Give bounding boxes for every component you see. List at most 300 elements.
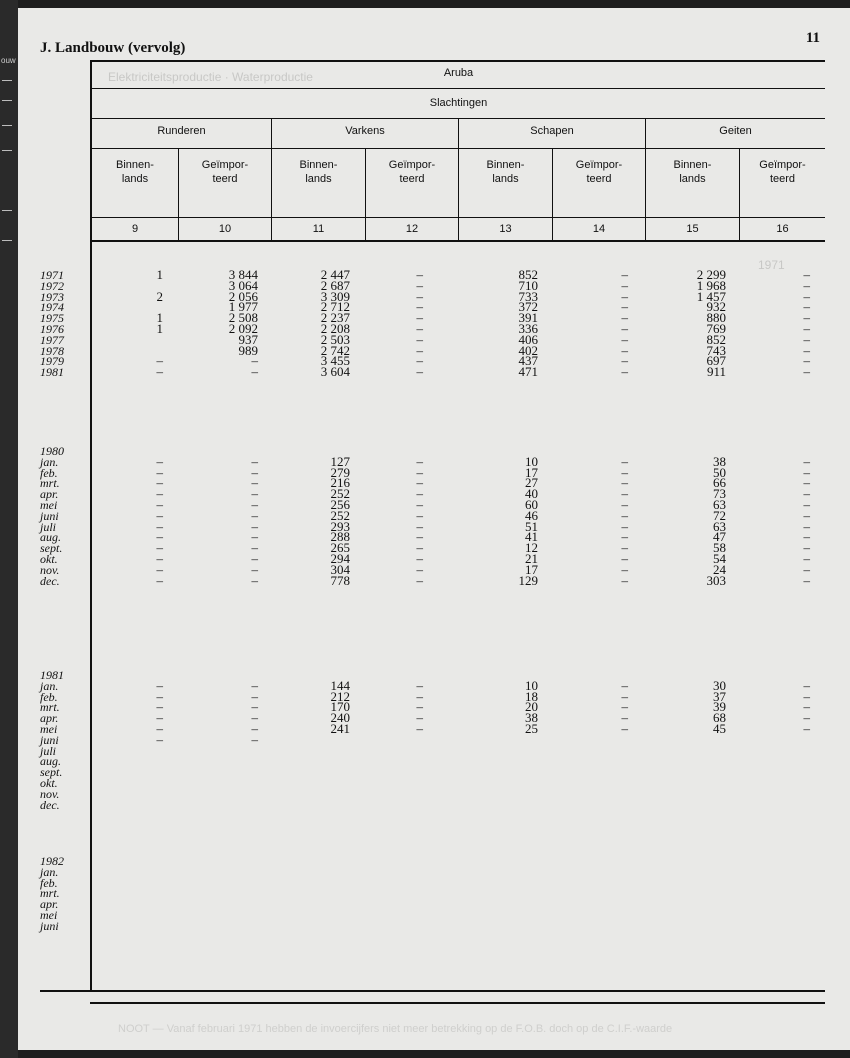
table-cell: –	[251, 550, 258, 566]
table-cell: 471	[518, 364, 538, 380]
table-cell: –	[621, 310, 628, 326]
column-header-5: Binnen- lands	[486, 159, 525, 185]
table-cell: 63	[713, 518, 726, 534]
table-cell: –	[251, 720, 258, 736]
table-cell: –	[416, 486, 423, 502]
row-label: feb.	[40, 875, 58, 890]
table-cell	[168, 789, 258, 800]
table-cell: 18	[525, 688, 538, 704]
table-cell: –	[621, 299, 628, 315]
table-cell	[333, 778, 423, 789]
table-cell: 37	[713, 688, 726, 704]
table-cell: 294	[330, 550, 350, 566]
table-cell	[333, 756, 423, 767]
table-cell: –	[416, 464, 423, 480]
column-number-1: 9	[131, 223, 139, 235]
table-cell: 336	[518, 320, 538, 336]
table-cell: –	[416, 331, 423, 347]
table-cell: –	[251, 540, 258, 556]
table-cell: –	[156, 518, 163, 534]
table-cell	[333, 670, 423, 681]
table-cell: –	[803, 310, 810, 326]
table-cell: –	[803, 475, 810, 491]
table-cell	[448, 767, 538, 778]
table-cell: –	[156, 710, 163, 726]
table-cell: –	[416, 720, 423, 736]
row-label: nov.	[40, 562, 60, 577]
table-cell: –	[416, 320, 423, 336]
table-cell: 241	[330, 720, 350, 736]
column-header-8: Geïmpor- teerd	[759, 159, 806, 185]
table-cell	[636, 746, 726, 757]
row-label: 1978	[40, 343, 64, 358]
table-cell: 21	[525, 550, 538, 566]
table-cell	[73, 756, 163, 767]
data-column-4	[333, 670, 423, 810]
table-cell: 852	[706, 331, 726, 347]
data-column-7	[636, 670, 726, 810]
data-column-1	[73, 670, 163, 810]
table-cell: –	[251, 688, 258, 704]
row-label: 1979	[40, 354, 64, 369]
row-label: mrt.	[40, 476, 60, 491]
row-label: apr.	[40, 487, 59, 502]
table-cell: –	[416, 475, 423, 491]
table-cell: –	[416, 572, 423, 588]
table-cell: 45	[713, 720, 726, 736]
table-cell: 293	[330, 518, 350, 534]
table-cell: –	[156, 550, 163, 566]
row-label: 1976	[40, 321, 64, 336]
table-cell: 129	[518, 572, 538, 588]
table-cell	[720, 756, 810, 767]
table-cell: –	[803, 288, 810, 304]
table-cell: 10	[525, 677, 538, 693]
table-cell: –	[803, 277, 810, 293]
column-header-6: Geïmpor- teerd	[575, 159, 623, 185]
table-cell: –	[251, 731, 258, 747]
table-cell: –	[803, 496, 810, 512]
table-cell: –	[251, 561, 258, 577]
page-number: 11	[805, 30, 820, 46]
table-cell	[636, 800, 726, 811]
table-cell	[636, 767, 726, 778]
table-cell: –	[621, 320, 628, 336]
table-cell: 303	[706, 572, 726, 588]
table-cell: 2 208	[320, 320, 350, 336]
table-cell	[73, 800, 163, 811]
table-cell: –	[621, 518, 628, 534]
table-cell: 1	[156, 267, 163, 282]
table-cell: 24	[713, 561, 726, 577]
table-cell: 73	[713, 486, 726, 502]
column-number-2: 10	[218, 223, 232, 235]
table-cell: 733	[518, 288, 538, 304]
table-cell	[538, 778, 628, 789]
table-cell: –	[416, 277, 423, 293]
table-cell: –	[156, 572, 163, 588]
table-cell: 216	[330, 475, 350, 491]
table-cell: –	[416, 267, 423, 282]
table-cell: 2 742	[320, 342, 350, 358]
column-number-7: 15	[686, 223, 699, 235]
row-label: 1972	[40, 278, 64, 293]
row-label: apr.	[40, 897, 59, 912]
data-column-2	[168, 670, 258, 810]
table-cell: –	[251, 453, 258, 469]
table-cell: 391	[518, 310, 538, 326]
table-cell: –	[803, 507, 810, 523]
data-column-2	[168, 267, 258, 380]
table-cell: 17	[525, 561, 538, 577]
table-cell	[73, 346, 163, 357]
table-cell	[333, 800, 423, 811]
row-label: aug.	[40, 530, 61, 545]
table-cell: –	[621, 353, 628, 369]
table-cell	[333, 446, 423, 457]
table-cell: –	[803, 518, 810, 534]
table-cell	[168, 800, 258, 811]
table-cell: 17	[525, 464, 538, 480]
table-cell: –	[156, 364, 163, 380]
table-cell: –	[803, 561, 810, 577]
row-label: sept.	[40, 765, 63, 780]
table-cell	[73, 335, 163, 346]
table-cell	[720, 778, 810, 789]
table-cell: –	[156, 486, 163, 502]
table-cell: 778	[330, 572, 350, 588]
row-label: mei	[40, 721, 58, 736]
table-cell: –	[156, 453, 163, 469]
table-cell: –	[803, 710, 810, 726]
page-title: J. Landbouw (vervolg)	[40, 40, 186, 56]
table-cell	[720, 800, 810, 811]
table-cell: 697	[706, 353, 726, 369]
table-cell: 911	[706, 364, 726, 380]
group-header-geiten: Geiten	[719, 125, 752, 137]
table-cell: 279	[330, 464, 350, 480]
table-cell: 406	[518, 331, 538, 347]
table-cell	[448, 789, 538, 800]
table-cell: –	[156, 561, 163, 577]
table-cell	[73, 789, 163, 800]
document-page	[18, 8, 850, 1050]
row-label: apr.	[40, 711, 59, 726]
table-cell	[168, 446, 258, 457]
table-cell	[448, 735, 538, 746]
table-cell: –	[621, 572, 628, 588]
table-cell: –	[416, 364, 423, 380]
table-cell: –	[621, 364, 628, 380]
data-column-8	[720, 267, 810, 380]
table-cell: –	[621, 475, 628, 491]
table-cell: 68	[713, 710, 726, 726]
row-label: 1975	[40, 311, 64, 326]
table-cell: 38	[525, 710, 538, 726]
table-cell: –	[803, 720, 810, 736]
column-number-4: 12	[405, 223, 419, 235]
table-cell	[636, 778, 726, 789]
table-cell: 2 237	[320, 310, 350, 326]
table-cell: 3 455	[320, 353, 350, 369]
table-cell: 852	[518, 267, 538, 282]
table-cell: –	[803, 529, 810, 545]
row-label: jan.	[40, 454, 59, 469]
table-cell: –	[416, 353, 423, 369]
table-cell: –	[251, 353, 258, 369]
bleed-through-footnote: NOOT — Vanaf februari 1971 hebben de invoercijfers niet meer betrekking op de F.O.B. doch op de C.I.F.-waarde	[118, 1023, 673, 1035]
table-cell: –	[416, 342, 423, 358]
table-cell	[538, 767, 628, 778]
table-cell: –	[803, 550, 810, 566]
table-cell	[720, 767, 810, 778]
table-cell: 437	[518, 353, 538, 369]
table-cell: –	[416, 518, 423, 534]
table-cell: 1 457	[696, 288, 726, 304]
table-cell	[448, 778, 538, 789]
row-label: 1980	[40, 444, 64, 458]
table-cell: 402	[518, 342, 538, 358]
table-cell	[73, 778, 163, 789]
table-cell	[636, 735, 726, 746]
table-cell	[538, 800, 628, 811]
data-column-1	[73, 446, 163, 586]
group-header-schapen: Schapen	[530, 125, 574, 137]
table-cell: –	[251, 529, 258, 545]
row-label: mrt.	[40, 886, 60, 901]
row-label: 1971	[40, 268, 64, 282]
table-cell	[636, 756, 726, 767]
table-cell	[538, 746, 628, 757]
data-column-6	[538, 267, 628, 380]
table-cell: 72	[713, 507, 726, 523]
table-cell: 41	[525, 529, 538, 545]
column-number-5: 13	[499, 223, 512, 235]
table-cell	[73, 670, 163, 681]
table-cell: –	[803, 353, 810, 369]
table-cell	[73, 281, 163, 292]
table-cell	[720, 446, 810, 457]
table-cell: –	[156, 464, 163, 480]
table-cell: 710	[518, 277, 538, 293]
table-cell: –	[621, 507, 628, 523]
table-cell: 50	[713, 464, 726, 480]
column-header-2: Geïmpor- teerd	[201, 159, 249, 185]
row-label: juli	[40, 743, 57, 758]
table-cell	[168, 746, 258, 757]
table-cell: –	[621, 486, 628, 502]
table-cell: 2 712	[320, 299, 350, 315]
data-column-1	[73, 267, 163, 380]
table-cell: –	[416, 710, 423, 726]
table-cell: 304	[330, 561, 350, 577]
data-column-8	[720, 446, 810, 586]
table-cell: 3 064	[228, 277, 258, 293]
table-cell: –	[416, 496, 423, 512]
table-cell: –	[416, 550, 423, 566]
bleed-through-text: 1971	[758, 258, 785, 272]
table-cell	[73, 746, 163, 757]
table-cell: –	[803, 677, 810, 693]
table-cell: 2 299	[696, 267, 726, 282]
table-cell: –	[803, 540, 810, 556]
table-cell: 372	[518, 299, 538, 315]
table-cell: –	[416, 529, 423, 545]
row-label: juni	[40, 732, 59, 747]
data-column-6	[538, 446, 628, 586]
table-cell: –	[803, 267, 810, 282]
table-cell: 265	[330, 540, 350, 556]
data-column-7	[636, 267, 726, 380]
table-cell	[720, 746, 810, 757]
table-cell: –	[416, 561, 423, 577]
table-cell	[333, 789, 423, 800]
row-label: mrt.	[40, 700, 60, 715]
group-header-runderen: Runderen	[157, 125, 206, 137]
table-cell: –	[803, 364, 810, 380]
table-cell: –	[621, 688, 628, 704]
table-cell: 39	[713, 699, 726, 715]
table-cell: 880	[706, 310, 726, 326]
book-spine: ouw	[0, 0, 18, 1058]
row-label: okt.	[40, 551, 58, 566]
table-cell: –	[156, 731, 163, 747]
table-cell: –	[156, 507, 163, 523]
table-cell: 51	[525, 518, 538, 534]
table-cell	[73, 446, 163, 457]
table-cell: 743	[706, 342, 726, 358]
table-cell: –	[251, 507, 258, 523]
table-cell: –	[416, 310, 423, 326]
column-number-8: 16	[776, 223, 789, 235]
table-cell	[538, 789, 628, 800]
region-header: Aruba	[443, 67, 474, 79]
table-cell: –	[803, 331, 810, 347]
row-label: nov.	[40, 786, 60, 801]
table-cell: –	[621, 453, 628, 469]
table-cell	[168, 778, 258, 789]
table-cell: –	[621, 288, 628, 304]
data-column-7	[636, 446, 726, 586]
table-cell: –	[621, 677, 628, 693]
table-cell: 30	[713, 677, 726, 693]
table-cell: –	[416, 507, 423, 523]
table-cell: –	[621, 496, 628, 512]
table-cell: 46	[525, 507, 538, 523]
table-cell: –	[803, 699, 810, 715]
table-cell: 989	[238, 342, 258, 358]
table-cell	[333, 735, 423, 746]
table-cell	[73, 302, 163, 313]
table-cell: –	[621, 464, 628, 480]
table-cell: 2 092	[228, 320, 258, 336]
table-cell: –	[621, 561, 628, 577]
table-cell: –	[621, 529, 628, 545]
row-label: juni	[40, 918, 59, 933]
table-cell: 63	[713, 496, 726, 512]
table-cell: –	[416, 299, 423, 315]
table-cell: 1	[156, 320, 163, 336]
table-cell: 60	[525, 496, 538, 512]
table-cell: 937	[238, 331, 258, 347]
table-cell	[168, 670, 258, 681]
table-cell	[720, 670, 810, 681]
table-cell: –	[416, 677, 423, 693]
table-cell: 3 309	[320, 288, 350, 304]
table-cell: 25	[525, 720, 538, 736]
table-cell: 1 977	[228, 299, 258, 315]
table-cell: –	[621, 720, 628, 736]
table-cell: –	[621, 331, 628, 347]
row-label: sept.	[40, 541, 63, 556]
table-cell	[73, 767, 163, 778]
table-cell: –	[803, 486, 810, 502]
table-cell: 3 844	[228, 267, 258, 282]
row-label: mei	[40, 907, 58, 922]
table-cell: –	[803, 453, 810, 469]
row-label: 1977	[40, 332, 64, 347]
table-cell: –	[251, 496, 258, 512]
table-cell: –	[416, 540, 423, 556]
table-cell: 212	[330, 688, 350, 704]
table-cell: 2 687	[320, 277, 350, 293]
row-label: jan.	[40, 864, 59, 879]
table-cell: 10	[525, 453, 538, 469]
table-cell: 38	[713, 453, 726, 469]
table-cell: 2 503	[320, 331, 350, 347]
table-cell: 170	[330, 699, 350, 715]
table-cell	[720, 789, 810, 800]
table-cell: 3 604	[320, 364, 350, 380]
data-column-5	[448, 670, 538, 810]
row-label: 1981	[40, 668, 64, 682]
table-cell: –	[416, 288, 423, 304]
table-cell: 40	[525, 486, 538, 502]
table-cell: 58	[713, 540, 726, 556]
table-cell: –	[803, 299, 810, 315]
row-label: mei	[40, 497, 58, 512]
column-header-7: Binnen- lands	[673, 159, 712, 185]
table-cell: 27	[525, 475, 538, 491]
table-cell: –	[803, 572, 810, 588]
table-cell: –	[156, 475, 163, 491]
table-cell: –	[803, 464, 810, 480]
table-cell: 240	[330, 710, 350, 726]
table-cell: –	[621, 267, 628, 282]
table-cell: 12	[525, 540, 538, 556]
table-cell	[333, 746, 423, 757]
row-labels	[40, 856, 100, 932]
table-cell: 54	[713, 550, 726, 566]
data-column-5	[448, 446, 538, 586]
table-cell: –	[251, 677, 258, 693]
table-cell: –	[251, 710, 258, 726]
table-cell: –	[803, 342, 810, 358]
row-label: 1974	[40, 300, 64, 315]
table-cell: 1 968	[696, 277, 726, 293]
table-cell: 2 447	[320, 267, 350, 282]
table-cell: –	[621, 277, 628, 293]
table-cell: –	[621, 342, 628, 358]
table-cell: 1	[156, 310, 163, 326]
table-cell	[168, 756, 258, 767]
row-label: okt.	[40, 775, 58, 790]
table-cell	[538, 670, 628, 681]
row-label: juli	[40, 519, 57, 534]
table-cell: –	[156, 540, 163, 556]
column-header-3: Binnen- lands	[299, 159, 338, 185]
table-cell: 256	[330, 496, 350, 512]
